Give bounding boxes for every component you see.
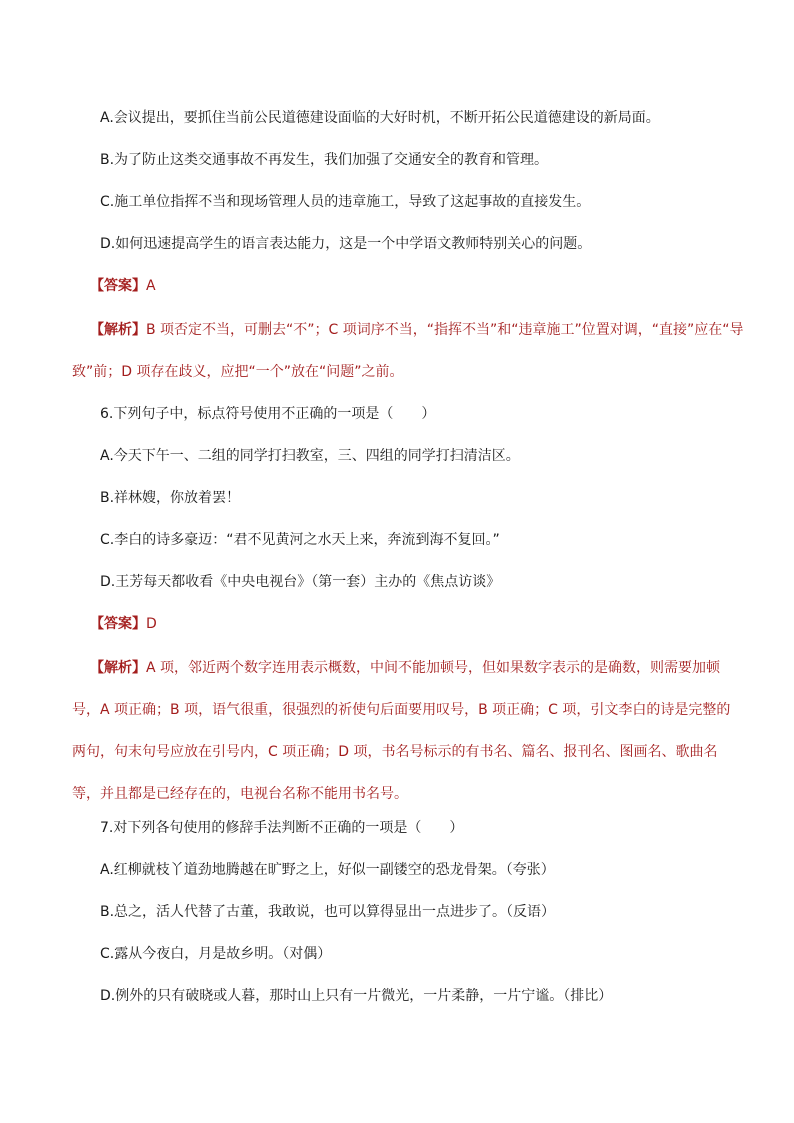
q6-analysis-line-1: [90, 658, 721, 678]
answer-value: D: [146, 616, 157, 632]
q7-option-b: B.总之，活人代替了古董，我敢说，也可以算得显出一点进步了。（反语）: [100, 904, 556, 920]
q5-analysis-line-2: 致”前；D 项存在歧义，应把“一个”放在“问题”之前。: [72, 364, 404, 380]
q6-analysis-line-2: 号，A 项正确；B 项，语气很重，很强烈的祈使句后面要用叹号，B 项正确；C 项，引文李白的诗是完整的: [72, 702, 731, 718]
q6-analysis-line-3: 两句，句末句号应放在引号内，C 项正确；D 项，书名号标示的有书名、篇名、报刊名、图画名、歌曲名: [72, 744, 718, 760]
analysis-text: B 项否定不当，可删去“不”；C 项词序不当，“指挥不当”和“违章施工”位置对调，“直接”应在“导: [146, 322, 744, 338]
answer-tag: 【答案】: [90, 278, 146, 294]
q5-answer: [90, 276, 710, 296]
answer-value: A: [146, 278, 156, 294]
q6-answer: [90, 614, 710, 634]
q6-analysis-line-4: 等，并且都是已经存在的，电视台名称不能用书名号。: [72, 786, 408, 802]
q7-option-c: C.露从今夜白，月是故乡明。（对偶）: [100, 946, 332, 962]
q6-option-a: A.今天下午一、二组的同学打扫教室，三、四组的同学打扫清洁区。: [100, 448, 520, 464]
q5-option-d: D.如何迅速提高学生的语言表达能力，这是一个中学语文教师特别关心的问题。: [100, 236, 592, 252]
q6-option-b: B.祥林嫂，你放着罢！: [100, 490, 241, 506]
q7-question: 7.对下列各句使用的修辞手法判断不正确的一项是（ ）: [100, 820, 464, 836]
q5-analysis-line-1: [90, 320, 744, 340]
analysis-text: A 项，邻近两个数字连用表示概数，中间不能加顿号，但如果数字表示的是确数，则需要加顿: [146, 660, 721, 676]
q7-option-d: D.例外的只有破晓或人暮，那时山上只有一片微光，一片柔静，一片宁谧。（排比）: [100, 988, 613, 1004]
q6-option-d: D.王芳每天都收看《中央电视台》（第一套）主办的《焦点访谈》: [100, 574, 501, 590]
q5-option-c: C.施工单位指挥不当和现场管理人员的违章施工，导致了这起事故的直接发生。: [100, 194, 591, 210]
answer-tag: 【答案】: [90, 616, 146, 632]
q5-option-a: A.会议提出，要抓住当前公民道德建设面临的大好时机，不断开拓公民道德建设的新局面。: [100, 110, 660, 126]
analysis-tag: 【解析】: [90, 660, 146, 676]
analysis-tag: 【解析】: [90, 322, 146, 338]
q5-option-b: B.为了防止这类交通事故不再发生，我们加强了交通安全的教育和管理。: [100, 152, 549, 168]
q6-option-c: C.李白的诗多豪迈：“君不见黄河之水天上来，奔流到海不复回。”: [100, 532, 500, 548]
q6-question: 6.下列句子中，标点符号使用不正确的一项是（ ）: [100, 406, 436, 422]
q7-option-a: A.红柳就枝丫道劲地腾越在旷野之上，好似一副镂空的恐龙骨架。（夸张）: [100, 862, 555, 878]
